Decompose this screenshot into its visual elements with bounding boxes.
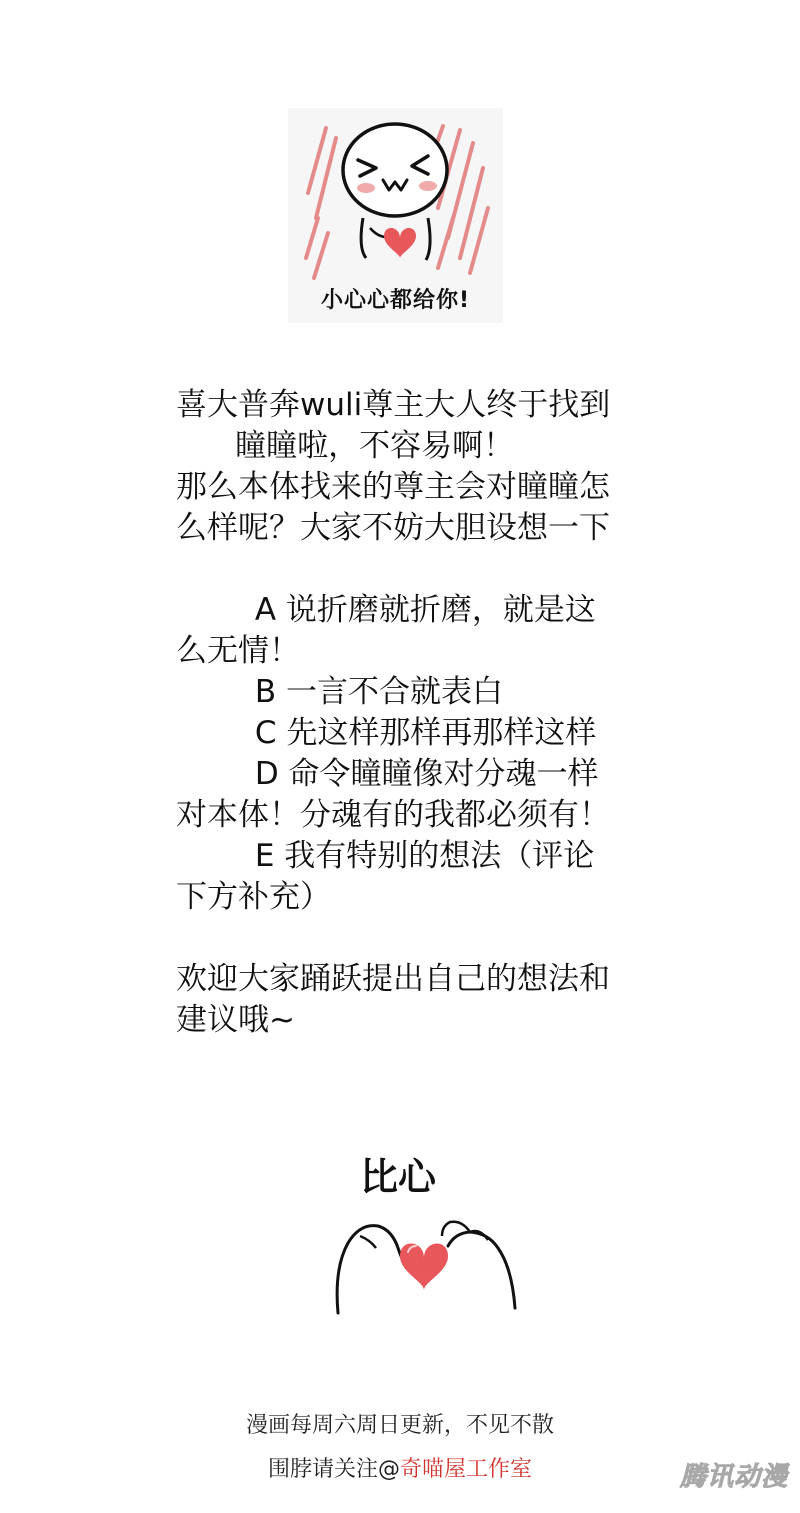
option-c: C 先这样那样再那样这样 xyxy=(176,715,597,751)
message-line: 那么本体找来的尊主会对瞳瞳怎 xyxy=(176,469,610,505)
message-line: 喜大普奔wuli尊主大人终于找到 xyxy=(176,387,611,423)
option-b: B 一言不合就表白 xyxy=(176,674,503,710)
message-line: 瞳瞳啦，不容易啊！ xyxy=(176,428,515,464)
announcement-text xyxy=(176,385,676,1041)
heart-hands-sticker xyxy=(320,1148,530,1323)
sticker-caption-bottom: 比心 xyxy=(360,1155,437,1199)
option-d: D 命令瞳瞳像对分魂一样 xyxy=(176,756,599,792)
option-e: E 我有特别的想法（评论 xyxy=(176,838,595,874)
platform-watermark: 腾讯动漫 xyxy=(679,1462,788,1492)
option-d-continued: 对本体！分魂有的我都必须有！ xyxy=(176,797,610,833)
option-a: A 说折磨就折磨，就是这 xyxy=(176,592,596,628)
option-e-continued: 下方补充） xyxy=(176,879,331,915)
follow-prefix: 围脖请关注@ xyxy=(267,1457,400,1482)
closing-line: 欢迎大家踊跃提出自己的想法和 xyxy=(176,961,610,997)
message-line: 么样呢？大家不妨大胆设想一下 xyxy=(176,510,610,546)
message-spacer xyxy=(176,549,676,590)
heart-hands-icon xyxy=(320,1148,530,1323)
sticker-caption: 小心心都给你! xyxy=(320,288,471,313)
update-schedule: 漫画每周六周日更新，不见不散 xyxy=(245,1413,554,1438)
studio-name: 奇喵屋工作室 xyxy=(400,1457,533,1482)
message-spacer xyxy=(176,918,676,959)
closing-line: 建议哦~ xyxy=(176,1002,295,1038)
option-a-continued: 么无情！ xyxy=(176,633,300,669)
